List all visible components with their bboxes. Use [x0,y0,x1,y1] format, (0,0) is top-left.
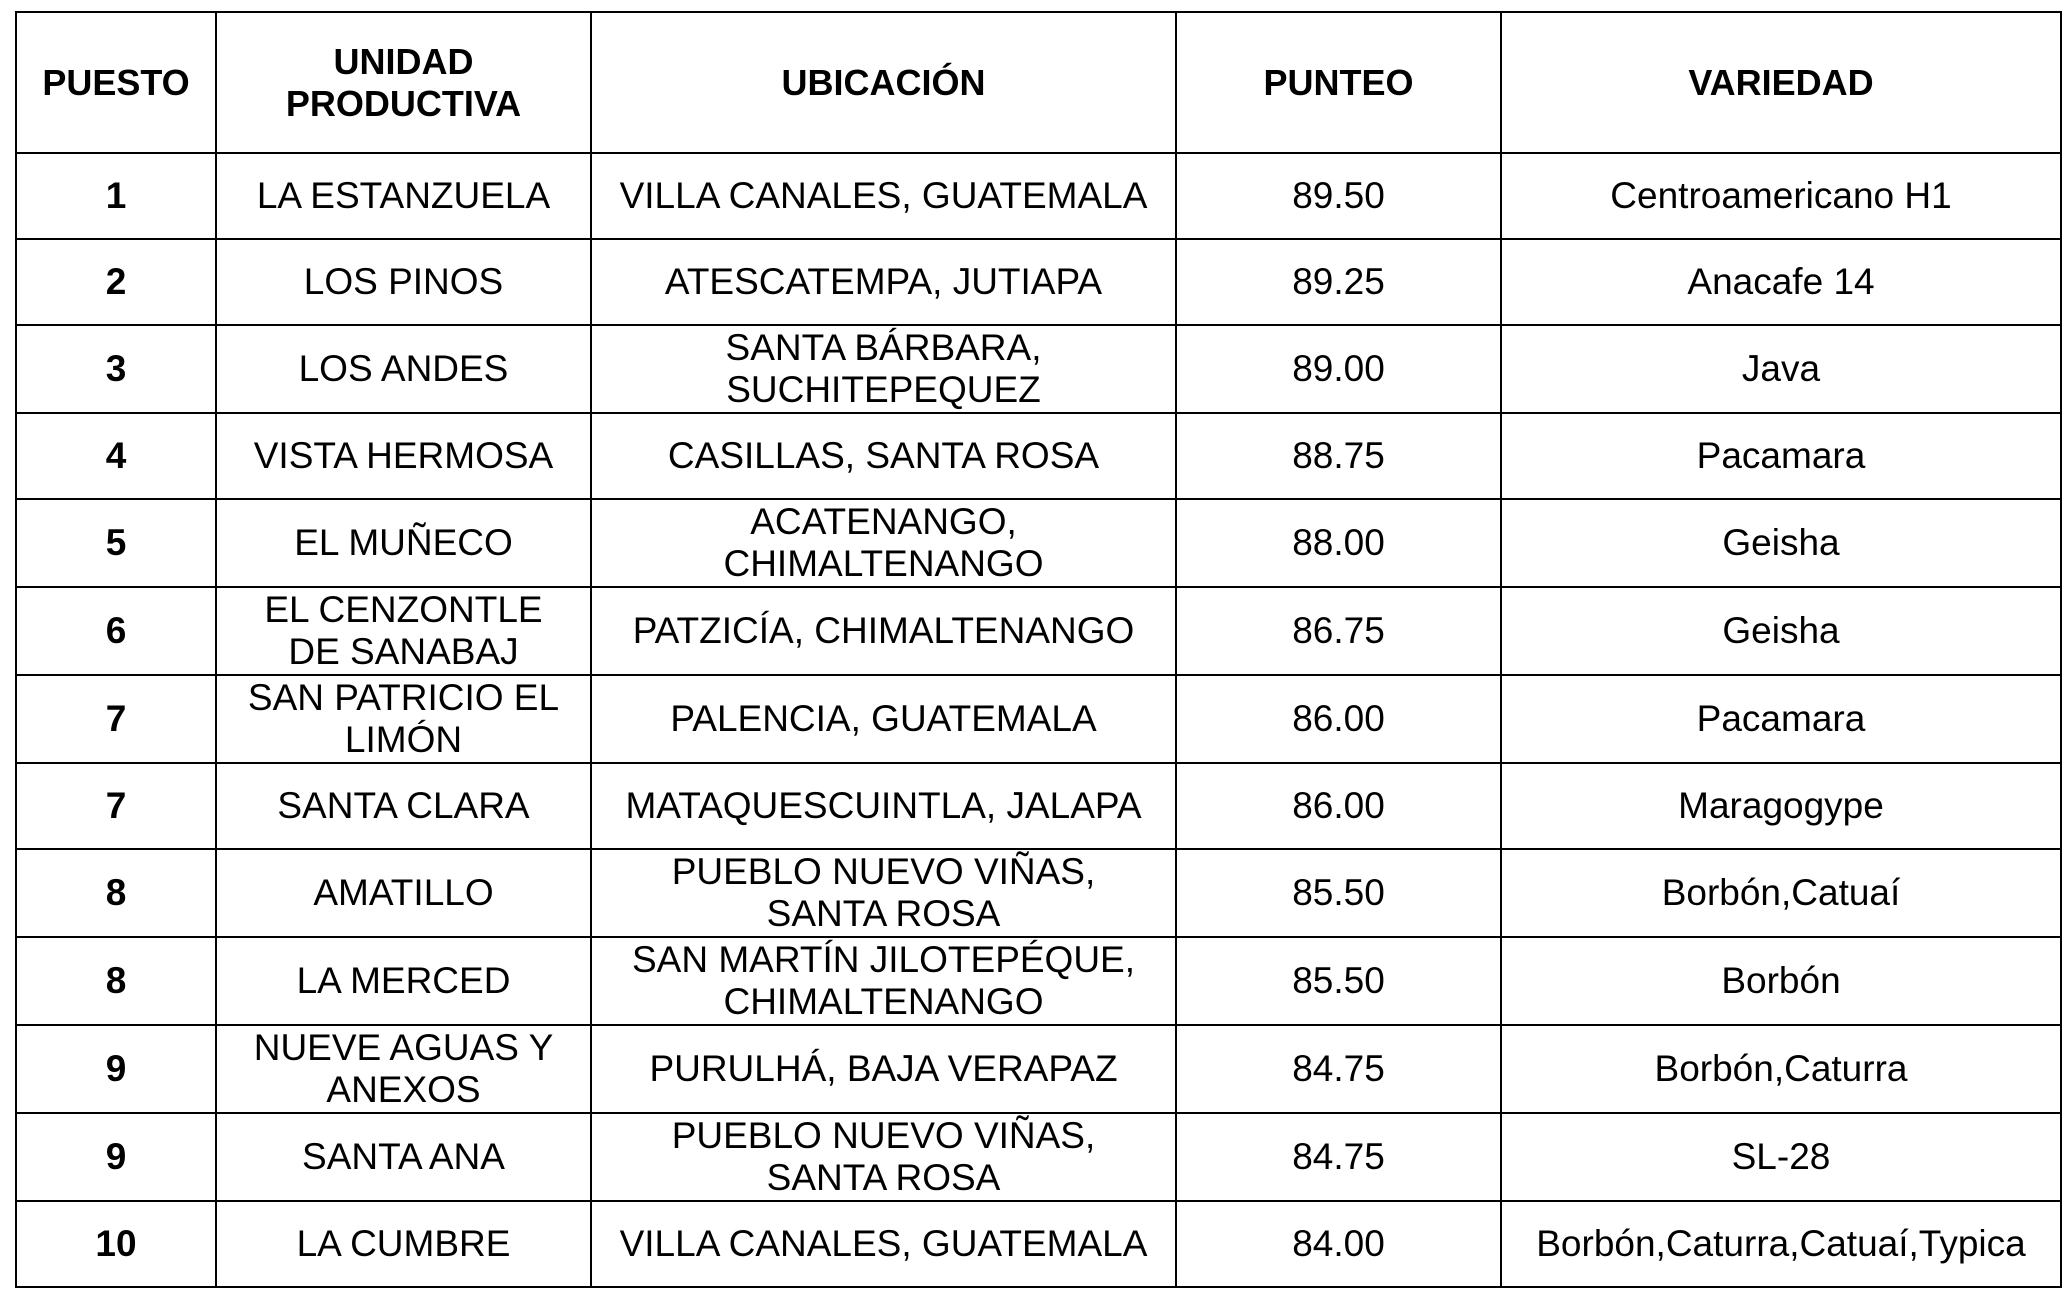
cell-puesto: 9 [16,1025,216,1113]
cell-unidad [216,1113,591,1201]
cell-ubicacion [591,587,1176,675]
table-row [16,413,2061,499]
cell-variedad: Geisha [1501,587,2061,675]
cell-ubicacion [591,1113,1176,1201]
cell-puesto: 7 [16,763,216,849]
cell-punteo: 89.00 [1176,325,1501,413]
cell-punteo: 84.75 [1176,1025,1501,1113]
cell-variedad: SL-28 [1501,1113,2061,1201]
cell-unidad [216,153,591,239]
cell-unidad [216,413,591,499]
cell-puesto: 8 [16,849,216,937]
cell-puesto: 7 [16,675,216,763]
cell-puesto: 3 [16,325,216,413]
cell-puesto: 1 [16,153,216,239]
table-row [16,153,2061,239]
cell-ubicacion [591,675,1176,763]
unidad-text: LOS PINOS [303,261,504,302]
cell-variedad: Centroamericano H1 [1501,153,2061,239]
unidad-text: LOS ANDES [298,348,509,389]
cell-punteo: 86.75 [1176,587,1501,675]
cell-unidad [216,499,591,587]
header-variedad: VARIEDAD [1501,12,2061,153]
cell-unidad [216,849,591,937]
ubicacion-text: PALENCIA, GUATEMALA [670,698,1097,739]
unidad-text: SANTA ANA [302,1136,505,1177]
cell-variedad: Borbón [1501,937,2061,1025]
ubicacion-text: ACATENANGO, CHIMALTENANGO [723,501,1044,584]
cell-ubicacion [591,849,1176,937]
cell-ubicacion [591,413,1176,499]
cell-punteo: 85.50 [1176,937,1501,1025]
table-row [16,587,2061,675]
cell-variedad: Pacamara [1501,675,2061,763]
results-table [15,11,2062,1288]
cell-puesto: 8 [16,937,216,1025]
unidad-text: VISTA HERMOSA [253,435,554,476]
cell-ubicacion [591,325,1176,413]
cell-variedad: Borbón,Caturra [1501,1025,2061,1113]
cell-ubicacion [591,153,1176,239]
cell-variedad: Borbón,Caturra,Catuaí,Typica [1501,1201,2061,1287]
unidad-text: LA CUMBRE [296,1223,511,1264]
cell-ubicacion [591,937,1176,1025]
cell-unidad [216,675,591,763]
ubicacion-text: SANTA BÁRBARA, SUCHITEPEQUEZ [725,327,1042,410]
cell-unidad [216,763,591,849]
cell-punteo: 89.50 [1176,153,1501,239]
cell-puesto: 5 [16,499,216,587]
table-row [16,849,2061,937]
cell-variedad: Anacafe 14 [1501,239,2061,325]
unidad-text: AMATILLO [313,872,494,913]
cell-punteo: 89.25 [1176,239,1501,325]
header-punteo: PUNTEO [1176,12,1501,153]
ubicacion-text: PURULHÁ, BAJA VERAPAZ [649,1048,1118,1089]
cell-ubicacion [591,499,1176,587]
cell-punteo: 88.00 [1176,499,1501,587]
unidad-text: EL CENZONTLE DE SANABAJ [264,589,543,672]
header-puesto: PUESTO [16,12,216,153]
unidad-text: SAN PATRICIO EL LIMÓN [247,677,560,760]
cell-unidad [216,1025,591,1113]
cell-ubicacion [591,763,1176,849]
ubicacion-text: PATZICÍA, CHIMALTENANGO [632,610,1135,651]
cell-punteo: 84.00 [1176,1201,1501,1287]
cell-puesto: 4 [16,413,216,499]
cell-variedad: Maragogype [1501,763,2061,849]
header-ubicacion: UBICACIÓN [591,12,1176,153]
unidad-text: LA ESTANZUELA [256,175,551,216]
ubicacion-text: ATESCATEMPA, JUTIAPA [664,261,1103,302]
table-row [16,1201,2061,1287]
cell-ubicacion [591,1025,1176,1113]
unidad-text: LA MERCED [296,960,511,1001]
cell-puesto: 2 [16,239,216,325]
cell-unidad [216,937,591,1025]
cell-puesto: 6 [16,587,216,675]
header-unidad-productiva [216,12,591,153]
table-row [16,499,2061,587]
cell-punteo: 86.00 [1176,763,1501,849]
ubicacion-text: PUEBLO NUEVO VIÑAS, SANTA ROSA [671,1115,1096,1198]
table-row [16,763,2061,849]
cell-unidad [216,1201,591,1287]
cell-variedad: Borbón,Catuaí [1501,849,2061,937]
table-row [16,239,2061,325]
table-row [16,1113,2061,1201]
table-row [16,937,2061,1025]
cell-punteo: 85.50 [1176,849,1501,937]
table-row [16,325,2061,413]
unidad-text: EL MUÑECO [294,522,513,563]
unidad-text: NUEVE AGUAS Y ANEXOS [253,1027,554,1110]
table-row [16,1025,2061,1113]
cell-unidad [216,587,591,675]
ubicacion-text: SAN MARTÍN JILOTEPÉQUE, CHIMALTENANGO [631,939,1136,1022]
cell-unidad [216,325,591,413]
header-unidad-line2: PRODUCTIVA [285,82,522,124]
cell-punteo: 84.75 [1176,1113,1501,1201]
ubicacion-text: VILLA CANALES, GUATEMALA [619,175,1148,216]
cell-variedad: Pacamara [1501,413,2061,499]
unidad-text: SANTA CLARA [277,785,530,826]
cell-unidad [216,239,591,325]
cell-variedad: Geisha [1501,499,2061,587]
cell-puesto: 10 [16,1201,216,1287]
cell-ubicacion [591,239,1176,325]
ubicacion-text: CASILLAS, SANTA ROSA [667,435,1100,476]
table-row [16,675,2061,763]
cell-variedad: Java [1501,325,2061,413]
cell-ubicacion [591,1201,1176,1287]
cell-punteo: 86.00 [1176,675,1501,763]
header-unidad-line1: UNIDAD [333,40,474,82]
ubicacion-text: PUEBLO NUEVO VIÑAS, SANTA ROSA [671,851,1096,934]
ubicacion-text: MATAQUESCUINTLA, JALAPA [625,785,1142,826]
cell-punteo: 88.75 [1176,413,1501,499]
cell-puesto: 9 [16,1113,216,1201]
ubicacion-text: VILLA CANALES, GUATEMALA [619,1223,1148,1264]
header-row [16,12,2061,153]
